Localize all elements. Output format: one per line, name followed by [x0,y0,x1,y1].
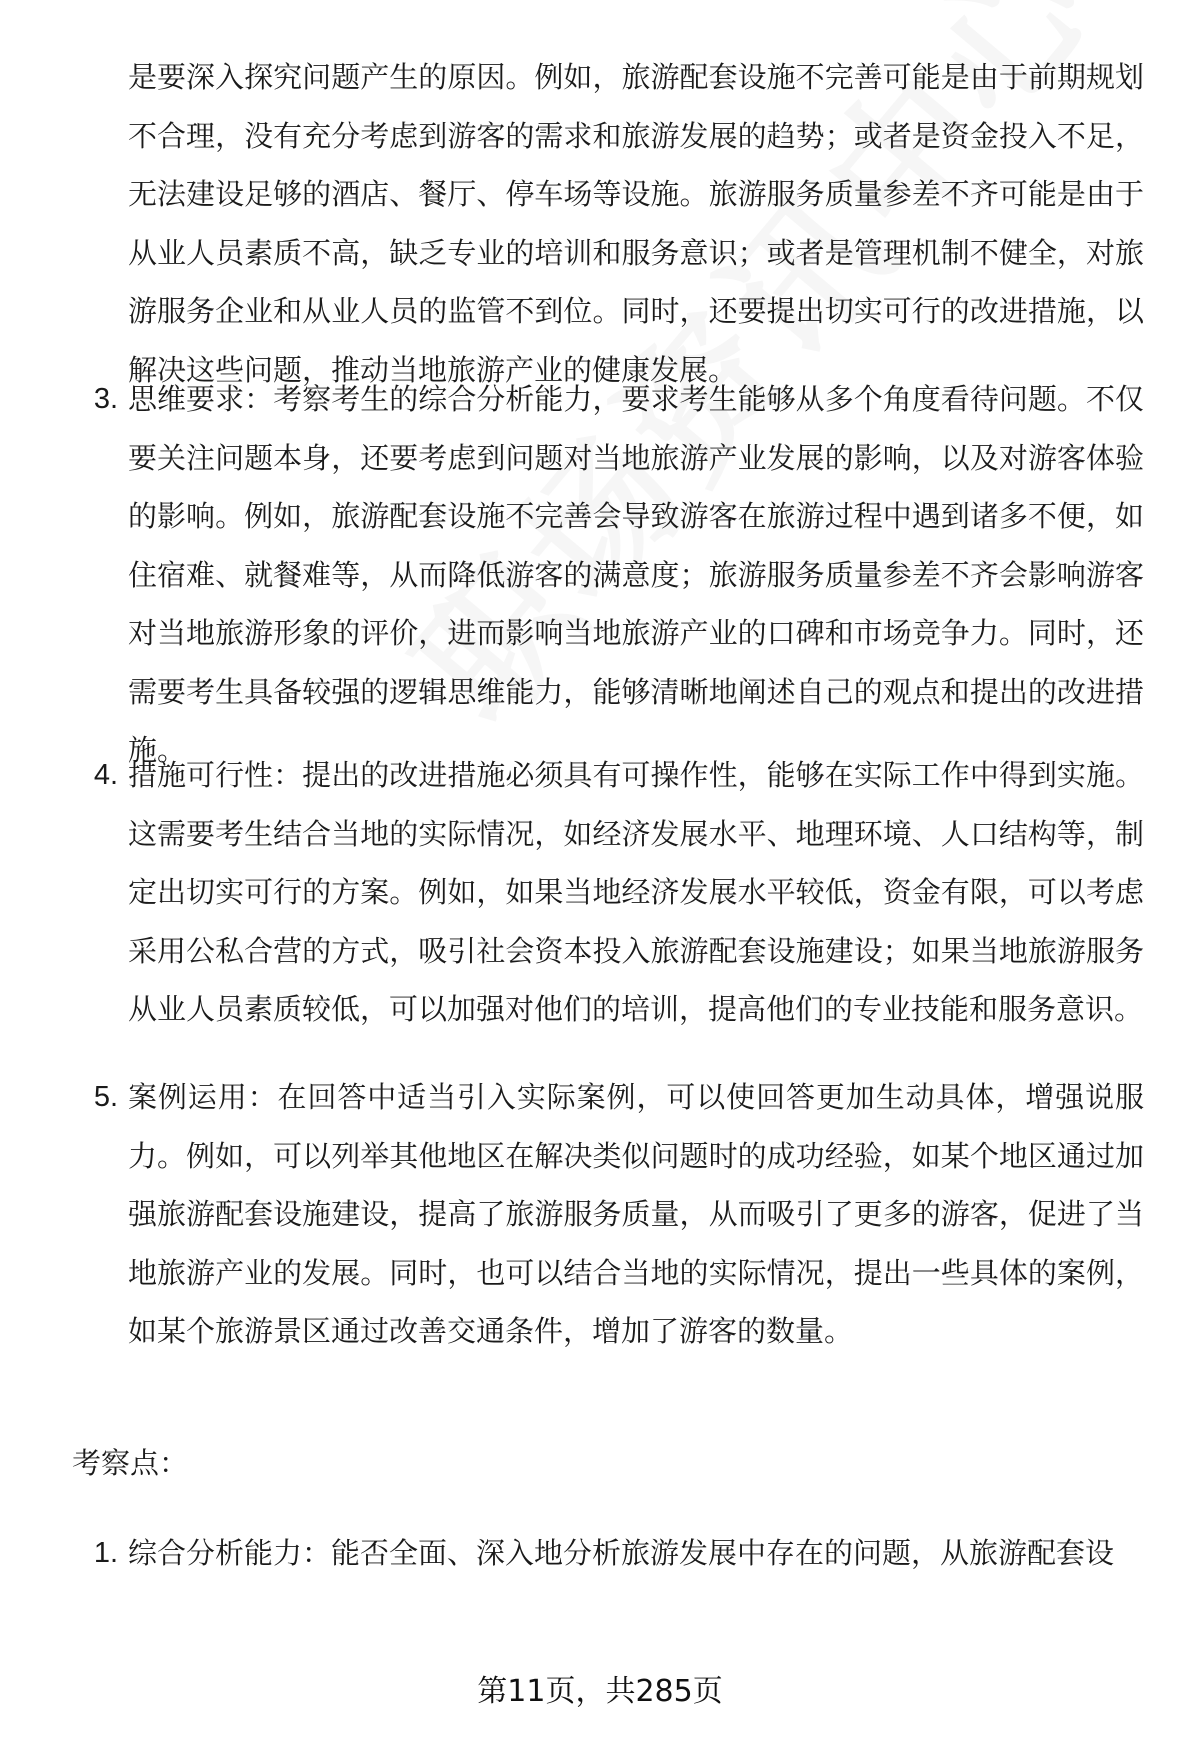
list-item-4 [93,746,1144,1039]
section-heading: 考察点： [72,1446,189,1480]
page-footer: 第11页，共285页 [477,1674,723,1709]
list-item-text: 思维要求：考察考生的综合分析能力，要求考生能够从多个角度看待问题。不仅要关注问题本身，还要考虑到问题对当地旅游产业发展的影响，以及对游客体验的影响。例如，旅游配套设施不完善会导致游客在旅游过程中遇到诸多不便，如住宿难、就餐难等，从而降低游客的满意度；旅游服务质量参差不齐会影响游客对当地旅游形象的评价，进而影响当地旅游产业的口碑和市场竞争力。同时，还需要考生具备较强的逻辑思维能力，能够清晰地阐述自己的观点和提出的改进措施。 [128,382,1144,767]
list-number: 3. [93,383,118,415]
list-item-text: 综合分析能力：能否全面、深入地分析旅游发展中存在的问题，从旅游配套设 [128,1536,1115,1570]
continued-paragraph: 是要深入探究问题产生的原因。例如，旅游配套设施不完善可能是由于前期规划不合理，没有充分考虑到游客的需求和旅游发展的趋势；或者是资金投入不足，无法建设足够的酒店、餐厅、停车场等设施。旅游服务质量参差不齐可能是由于从业人员素质不高，缺乏专业的培训和服务意识；或者是管理机制不健全，对旅游服务企业和从业人员的监管不到位。同时，还要提出切实可行的改进措施，以解决这些问题，推动当地旅游产业的健康发展。 [128,60,1144,387]
list-item-5 [93,1068,1144,1361]
list-item-3 [93,370,1144,780]
list-number: 4. [93,759,118,791]
list-item-1 [93,1524,1144,1583]
list-number: 1. [93,1537,118,1569]
list-number: 5. [93,1081,118,1113]
list-item-text: 案例运用：在回答中适当引入实际案例，可以使回答更加生动具体，增强说服力。例如，可以列举其他地区在解决类似问题时的成功经验，如某个地区通过加强旅游配套设施建设，提高了旅游服务质量，从而吸引了更多的游客，促进了当地旅游产业的发展。同时，也可以结合当地的实际情况，提出一些具体的案例，如某个旅游景区通过改善交通条件，增加了游客的数量。 [128,1080,1144,1348]
list-item-text: 措施可行性：提出的改进措施必须具有可操作性，能够在实际工作中得到实施。这需要考生结合当地的实际情况，如经济发展水平、地理环境、人口结构等，制定出切实可行的方案。例如，如果当地经济发展水平较低，资金有限，可以考虑采用公私合营的方式，吸引社会资本投入旅游配套设施建设；如果当地旅游服务从业人员素质较低，可以加强对他们的培训，提高他们的专业技能和服务意识。 [128,758,1144,1026]
